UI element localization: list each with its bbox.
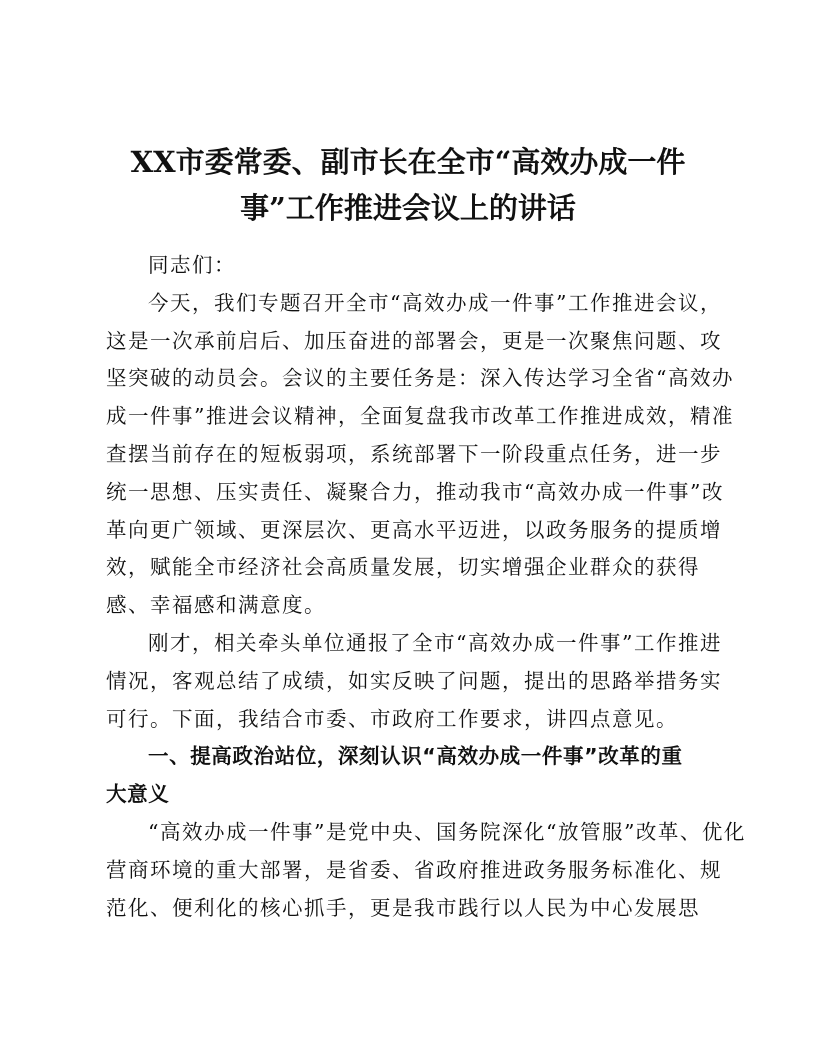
paragraph-1-line: 革向更广领域、更深层次、更高水平迈进，以政务服务的提质增 [106,517,722,542]
paragraph-1-line: 感、幸福感和满意度。 [106,593,326,618]
salutation: 同志们： [148,253,236,277]
document-title-line-2: 事”工作推进会议上的讲话 [240,191,576,225]
paragraph-1-line: 坚突破的动员会。会议的主要任务是：深入传达学习全省“高效办 [106,366,734,391]
section-1-heading-line: 大意义 [106,782,170,807]
section-1-heading [106,738,718,814]
paragraph-2-line: 刚才，相关牵头单位通报了全市“高效办成一件事”工作推进 [148,630,722,655]
paragraph-2-line: 可行。下面，我结合市委、市政府工作要求，讲四点意见。 [106,706,678,731]
paragraph-3 [106,814,746,927]
section-1-heading-line: 一、提高政治站位，深刻认识“高效办成一件事”改革的重 [148,744,683,769]
document-body [106,247,746,927]
paragraph-3-line: 营商环境的重大部署，是省委、省政府推进政务服务标准化、规 [106,857,722,882]
paragraph-2-line: 情况，客观总结了成绩，如实反映了问题，提出的思路举措务实 [106,668,722,693]
paragraph-2 [106,625,722,738]
paragraph-1-line: 查摆当前存在的短板弱项，系统部署下一阶段重点任务，进一步 [106,441,722,466]
paragraph-1-line: 今天，我们专题召开全市“高效办成一件事”工作推进会议， [148,290,722,315]
paragraph-3-line: 范化、便利化的核心抓手，更是我市践行以人民为中心发展思 [106,895,700,920]
paragraph-3-line: “高效办成一件事”是党中央、国务院深化“放管服”改革、优化 [148,819,746,844]
paragraph-1 [106,285,734,625]
paragraph-1-line: 统一思想、压实责任、凝聚合力，推动我市“高效办成一件事”改 [106,479,724,504]
paragraph-1-line: 成一件事”推进会议精神，全面复盘我市改革工作推进成效，精准 [106,404,734,429]
paragraph-1-line: 这是一次承前启后、加压奋进的部署会，更是一次聚焦问题、攻 [106,328,722,353]
paragraph-1-line: 效，赋能全市经济社会高质量发展，切实增强企业群众的获得 [106,555,700,580]
document-title-line-1: XX市委常委、副市长在全市“高效办成一件 [130,145,686,179]
